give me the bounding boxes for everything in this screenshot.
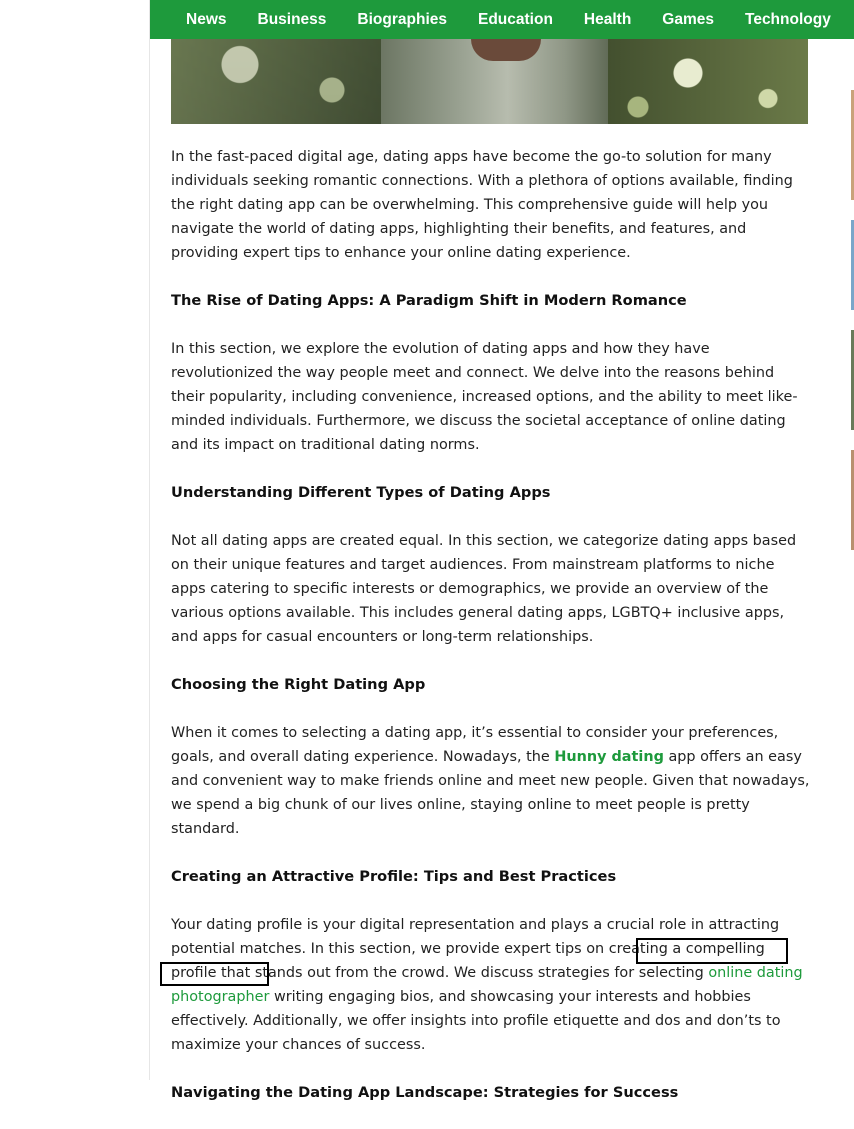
right-edge-strip [848, 60, 854, 560]
choosing-paragraph [171, 721, 811, 841]
nav-item-games[interactable]: Games [662, 10, 714, 28]
types-paragraph: Not all dating apps are created equal. In this section, we categorize dating apps based on their unique features and target audiences. From mainstream platforms to niche apps catering to specific interests or demographics, we provide an overview of the various options available. This includes general dating apps, LGBTQ+ inclusive apps, and apps for casual encounters or long-term relationships. [171, 533, 797, 645]
heading-types-of-dating-apps: Understanding Different Types of Dating Apps [171, 484, 551, 501]
heading-choosing-app: Choosing the Right Dating App [171, 676, 426, 693]
main-navbar [150, 0, 854, 39]
heading-navigating-landscape: Navigating the Dating App Landscape: Strategies for Success [171, 1084, 679, 1101]
nav-item-news[interactable]: News [186, 10, 227, 28]
page-edge [149, 0, 150, 1080]
link-highlight-box-2 [160, 962, 269, 986]
nav-item-biographies[interactable]: Biographies [357, 10, 447, 28]
profile-text-before: Your dating profile is your digital representation and plays a crucial role in attracting potential matches. In this section, we provide expert tips on creating a compelling profile that stands out from the crowd. We discuss strategies for selecting [171, 917, 780, 981]
nav-item-business[interactable]: Business [257, 10, 327, 28]
heading-rise-of-dating-apps: The Rise of Dating Apps: A Paradigm Shift in Modern Romance [171, 292, 687, 309]
nav-item-education[interactable]: Education [478, 10, 553, 28]
heading-attractive-profile: Creating an Attractive Profile: Tips and Best Practices [171, 868, 617, 885]
left-gutter [0, 0, 150, 1080]
nav-item-technology[interactable]: Technology [745, 10, 831, 28]
hero-hand [471, 39, 541, 61]
hero-image [171, 39, 808, 124]
online-dating-photographer-link[interactable]: online dating photographer [171, 965, 803, 1005]
hero-background-left [171, 39, 401, 124]
hero-background-right [608, 39, 808, 124]
choosing-text-before: When it comes to selecting a dating app, it’s essential to consider your preferences, goals, and overall dating experience. Nowadays, the [171, 725, 779, 765]
choosing-text-after: app offers an easy and convenient way to make friends online and meet new people. Given that nowadays, we spend a big chunk of our lives online, staying online to meet people is pretty standard. [171, 749, 810, 837]
nav-item-health[interactable]: Health [583, 10, 632, 28]
profile-text-after: writing engaging bios, and showcasing your interests and hobbies effectively. Additionally, we offer insights into profile etiquette and dos and don’ts to maximize your chances of success. [171, 989, 781, 1053]
rise-paragraph: In this section, we explore the evolution of dating apps and how they have revolutionized the way people meet and connect. We delve into the reasons behind their popularity, including convenience, increased options, and the ability to meet like-minded individuals. Furthermore, we discuss the societal acceptance of online dating and its impact on traditional dating norms. [171, 341, 798, 453]
link-highlight-box-1 [636, 938, 788, 964]
intro-paragraph: In the fast-paced digital age, dating apps have become the go-to solution for many individuals seeking romantic connections. With a plethora of options available, finding the right dating app can be overwhelming. This comprehensive guide will help you navigate the world of dating apps, highlighting their benefits, and features, and providing expert tips to enhance your online dating experience. [171, 149, 793, 261]
hunny-dating-link[interactable]: Hunny dating [554, 749, 664, 765]
